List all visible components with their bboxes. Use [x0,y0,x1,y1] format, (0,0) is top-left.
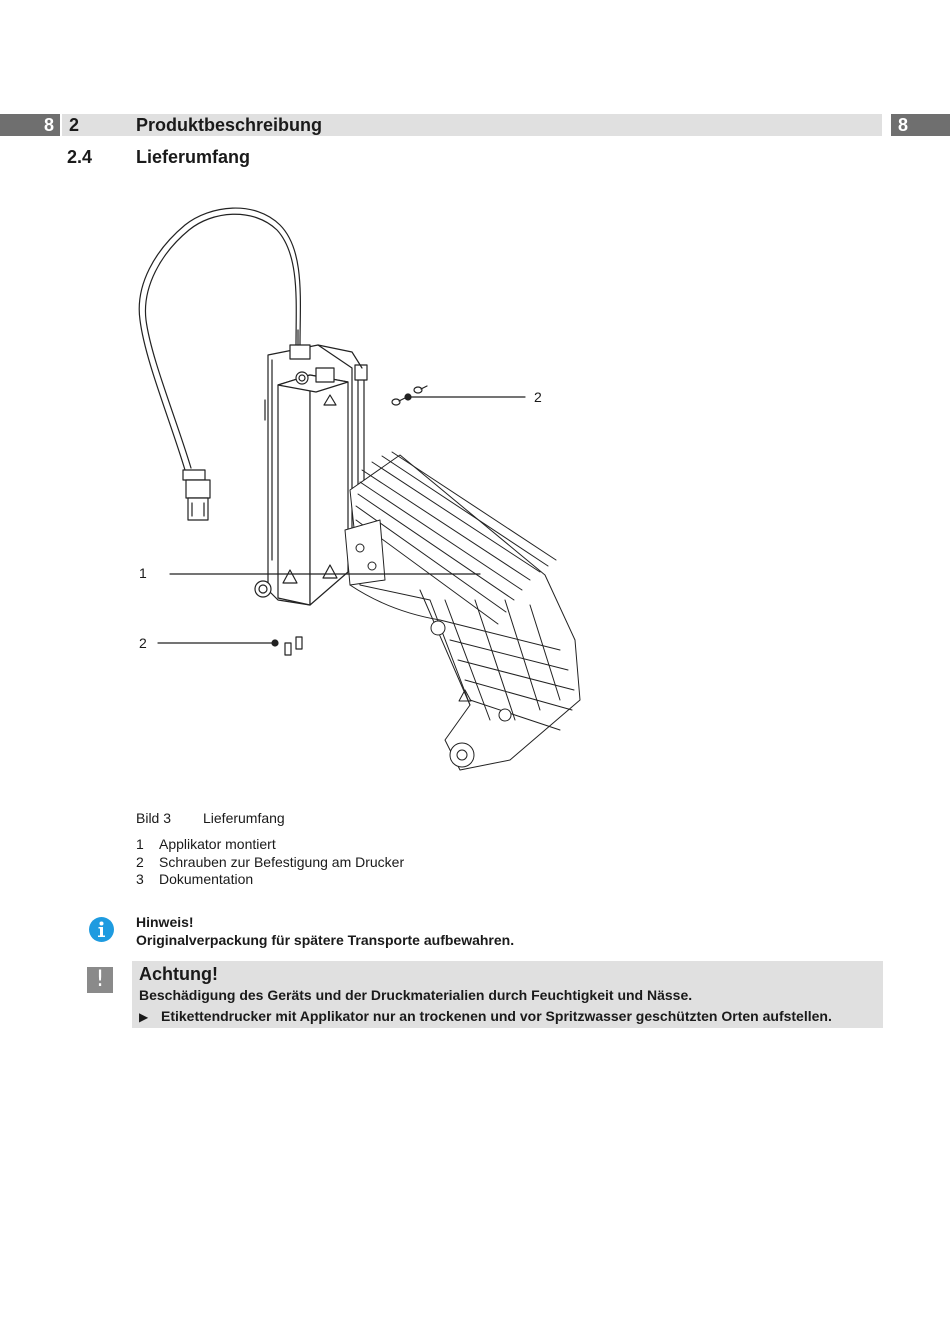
note-block [136,913,514,949]
list-item-number: 2 [136,853,144,870]
list-item-number: 1 [136,836,144,852]
warning-text: Beschädigung des Geräts und der Druckmaterialien durch Feuchtigkeit und Nässe. [139,987,693,1003]
delivery-items-list [136,836,404,889]
warning-action-text: Etikettendrucker mit Applikator nur an trockenen und vor Spritzwasser geschützten Orten aufstellen. [161,1008,832,1024]
list-item [136,836,404,854]
list-item [136,871,404,889]
section-number: 2.4 [67,147,93,167]
list-item-text: Applikator montiert [159,836,276,852]
info-icon [89,917,114,942]
list-item-number: 3 [136,871,144,887]
list-item-text: Schrauben zur Befestigung am Drucker [159,853,405,870]
chapter-title: Produktbeschreibung [136,115,323,135]
section-title: Lieferumfang [136,147,251,167]
applicator-illustration [130,195,590,785]
list-item [136,854,404,872]
callout-1: 1 [139,565,147,581]
figure-caption-text: Lieferumfang [203,810,285,826]
note-title: Hinweis! [136,914,194,930]
warning-title: Achtung! [139,964,218,984]
chapter-number: 2 [69,115,80,135]
exclamation-icon: ! [87,967,113,993]
list-item-text: Dokumentation [159,871,254,887]
page-number-left: 8 [0,114,60,136]
applicator-housing-drawing [255,330,352,605]
callout-2-bottom: 2 [139,635,147,651]
figure-caption-label: Bild 3 [136,810,172,826]
note-text: Originalverpackung für spätere Transporte aufbewahren. [136,932,515,948]
warning-action [139,1007,832,1026]
page-number-right: 8 [891,114,950,136]
tamp-pad-drawing [345,452,580,770]
arrow-right-icon: ▶ [139,1010,149,1024]
callout-2-top: 2 [534,389,542,405]
